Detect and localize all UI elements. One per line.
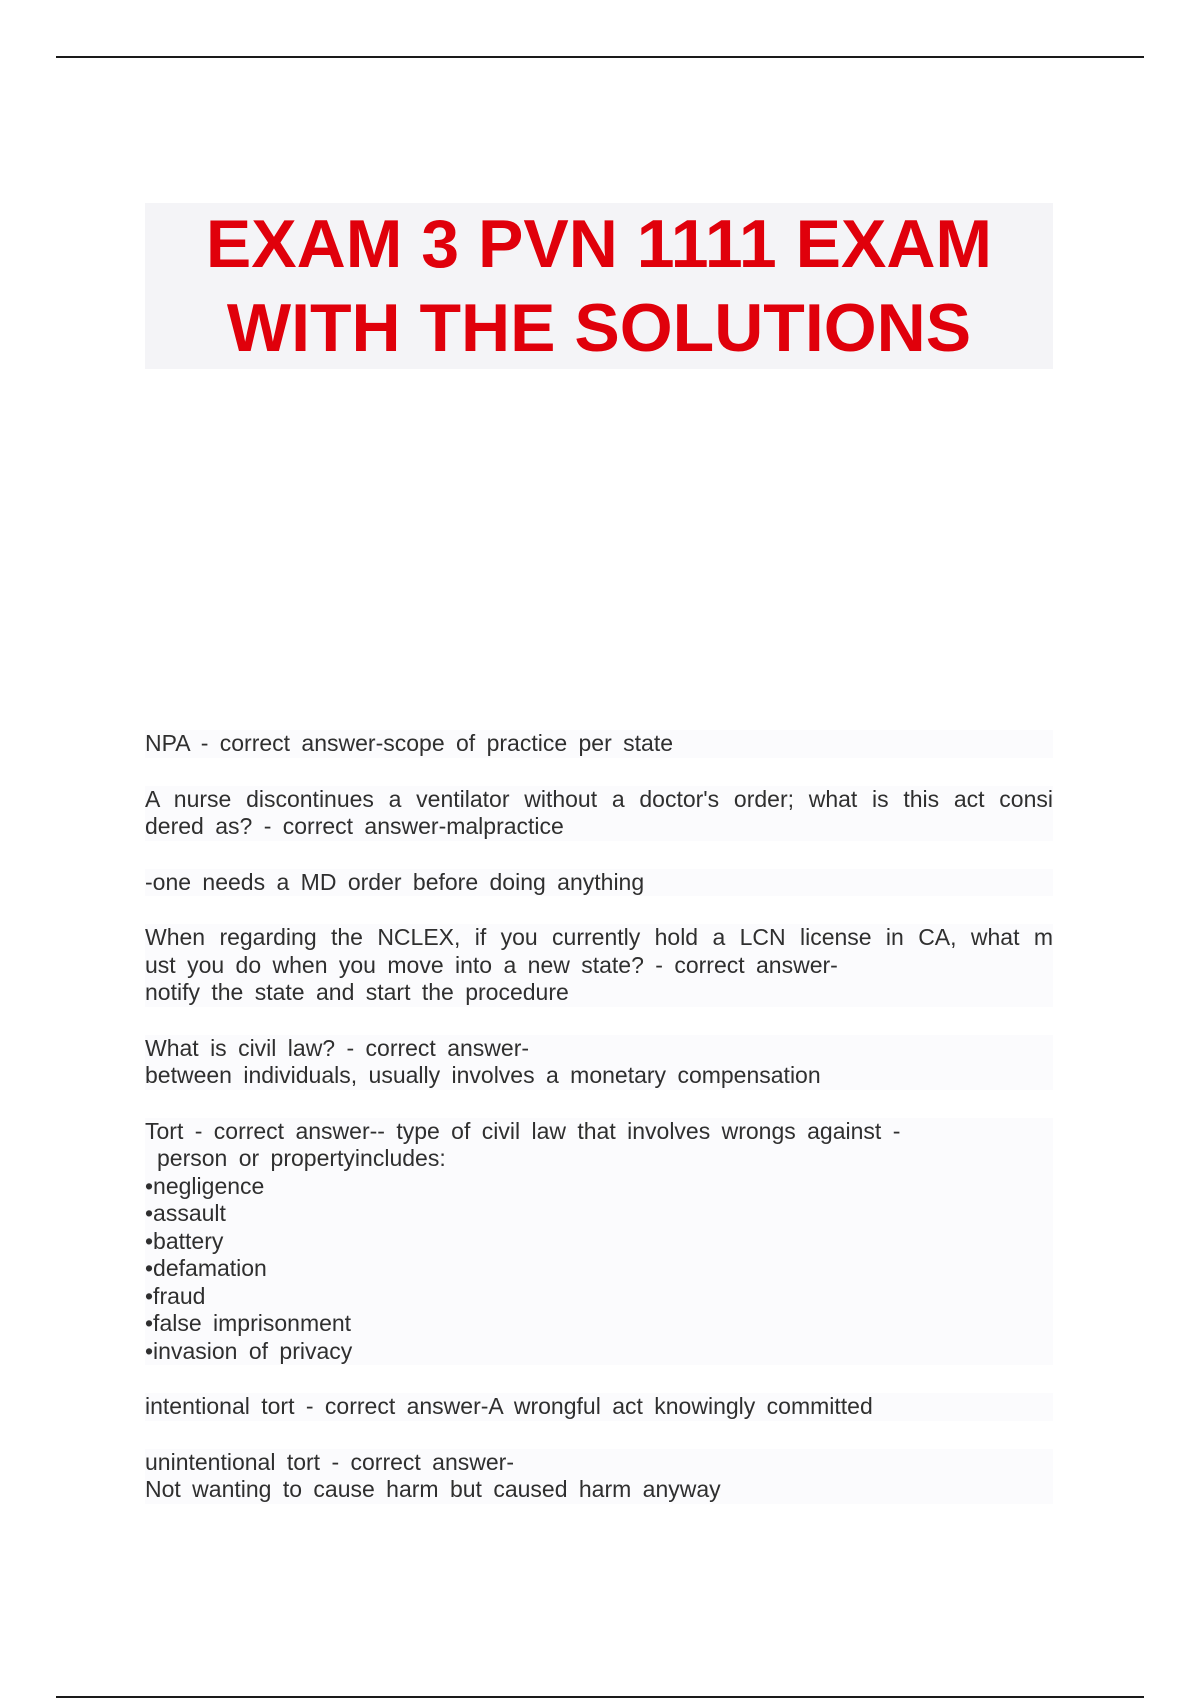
- qa-entry-ventilator: [145, 786, 1053, 841]
- document-title-banner: [145, 203, 1053, 369]
- qa-line: Tort - correct answer-- type of civil law that involves wrongs against -: [145, 1118, 1053, 1146]
- qa-entry-tort: [145, 1118, 1053, 1366]
- tort-list-item: •battery: [145, 1228, 1053, 1256]
- qa-entry-nclex: [145, 924, 1053, 1007]
- qa-line: person or propertyincludes:: [145, 1145, 1053, 1173]
- qa-entry-civil-law: [145, 1035, 1053, 1090]
- document-title-line-1: EXAM 3 PVN 1111 EXAM: [205, 206, 993, 282]
- tort-list-item: •fraud: [145, 1283, 1053, 1311]
- tort-list-item: •invasion of privacy: [145, 1338, 1053, 1366]
- document-title-line-2: WITH THE SOLUTIONS: [226, 290, 972, 366]
- tort-list-item: •defamation: [145, 1255, 1053, 1283]
- qa-content: [145, 730, 1053, 1532]
- qa-entry-npa: [145, 730, 1053, 758]
- qa-line: When regarding the NCLEX, if you currently hold a LCN license in CA, what m: [145, 924, 1053, 950]
- qa-entry-md-order: [145, 869, 1053, 897]
- qa-line: intentional tort - correct answer-A wrongful act knowingly committed: [145, 1393, 1053, 1421]
- qa-line: Not wanting to cause harm but caused harm anyway: [145, 1476, 1053, 1504]
- qa-line: dered as? - correct answer-malpractice: [145, 813, 1053, 841]
- qa-line: What is civil law? - correct answer-: [145, 1035, 1053, 1063]
- qa-line: unintentional tort - correct answer-: [145, 1449, 1053, 1477]
- qa-entry-unintentional-tort: [145, 1449, 1053, 1504]
- qa-line: between individuals, usually involves a monetary compensation: [145, 1062, 1053, 1090]
- qa-entry-intentional-tort: [145, 1393, 1053, 1421]
- qa-line: A nurse discontinues a ventilator without a doctor's order; what is this act consi: [145, 785, 1053, 812]
- bottom-rule: [56, 1696, 1144, 1698]
- qa-line: -one needs a MD order before doing anything: [145, 869, 1053, 897]
- tort-list-item: •false imprisonment: [145, 1310, 1053, 1338]
- tort-list-item: •assault: [145, 1200, 1053, 1228]
- tort-list-item: •negligence: [145, 1173, 1053, 1201]
- qa-line: ust you do when you move into a new state? - correct answer-: [145, 952, 1053, 980]
- top-rule: [56, 56, 1144, 58]
- qa-line: notify the state and start the procedure: [145, 979, 1053, 1007]
- qa-line: NPA - correct answer-scope of practice per state: [145, 730, 1053, 758]
